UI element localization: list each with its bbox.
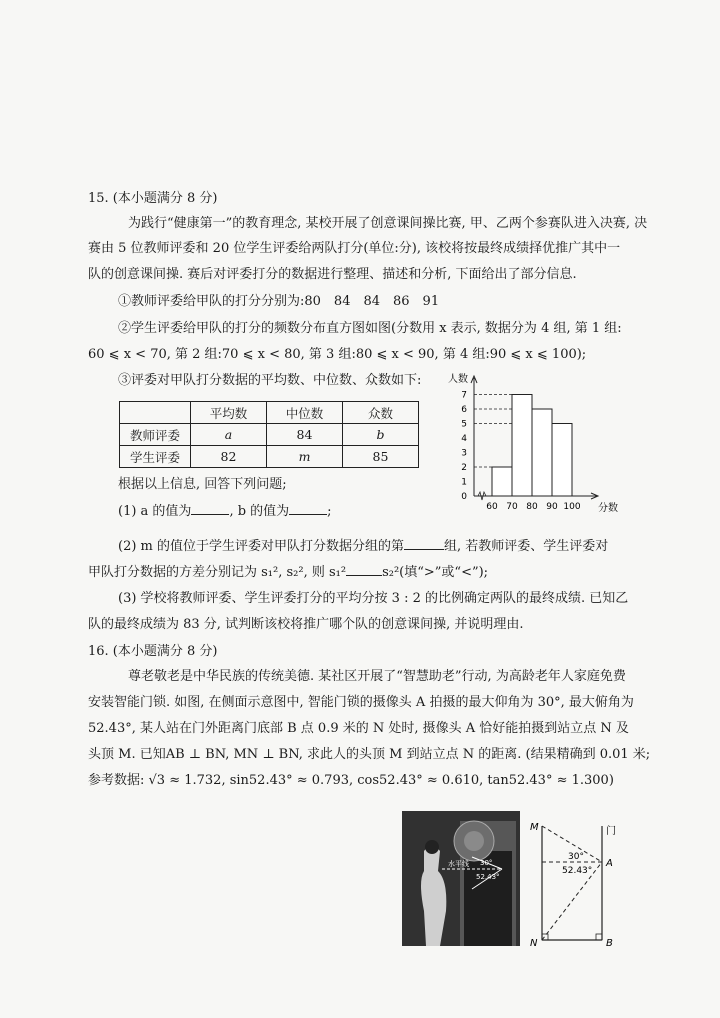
photo-up-angle-label: 30° bbox=[480, 859, 493, 867]
histogram-bar bbox=[552, 424, 572, 497]
geometry-diagram bbox=[524, 812, 644, 952]
q15-info-3: ③评委对甲队打分数据的平均数、中位数、众数如下: bbox=[118, 373, 422, 388]
histogram-bars bbox=[492, 395, 572, 497]
y-tick-label: 3 bbox=[461, 448, 467, 459]
histogram-ylabel: 人数 bbox=[448, 374, 468, 385]
histogram-xlabel: 分数 bbox=[598, 503, 618, 514]
q16-text-2: 安装智能门锁. 如图, 在侧面示意图中, 智能门锁的摄像头 A 拍摄的最大仰角为 30°, 最大俯角为 bbox=[88, 695, 634, 710]
table-cell: m bbox=[267, 446, 343, 468]
histogram-bar bbox=[492, 467, 512, 496]
histogram-bar bbox=[532, 409, 552, 496]
q15-intro-line-1: 为践行“健康第一”的教育理念, 某校开展了创意课间操比赛, 甲、乙两个参赛队进入决赛, 决 bbox=[128, 216, 648, 231]
x-tick-label: 90 bbox=[546, 502, 558, 512]
q16-text-5: 参考数据: √3 ≈ 1.732, sin52.43° ≈ 0.793, cos52.43° ≈ 0.610, tan52.43° ≈ 1.300) bbox=[88, 773, 614, 788]
frequency-histogram bbox=[440, 368, 630, 518]
photo-down-angle-label: 52.43° bbox=[476, 873, 500, 881]
histogram-bar bbox=[512, 395, 532, 497]
answer-blank-a bbox=[191, 502, 229, 515]
table-cell: 82 bbox=[191, 446, 267, 468]
x-tick-label: 80 bbox=[526, 502, 538, 512]
point-B-label: B bbox=[606, 938, 613, 949]
histogram-x-ticks bbox=[486, 502, 581, 512]
y-tick-label: 5 bbox=[461, 419, 467, 430]
q16-header: 16. (本小题满分 8 分) bbox=[88, 644, 218, 659]
table-cell: b bbox=[343, 424, 419, 446]
camera-icon bbox=[464, 831, 484, 851]
table-cell: 85 bbox=[343, 446, 419, 468]
point-M-label: M bbox=[530, 822, 539, 833]
table-cell: 学生评委 bbox=[120, 446, 191, 468]
q15-info-2a: ②学生评委给甲队的打分的频数分布直方图如图(分数用 x 表示, 数据分为 4 组, 第 1 组: bbox=[118, 321, 622, 336]
y-tick-label: 1 bbox=[461, 477, 467, 488]
table-header-cell: 平均数 bbox=[191, 402, 267, 424]
q15-header: 15. (本小题满分 8 分) bbox=[88, 191, 218, 206]
q15-sub2-line-2 bbox=[88, 563, 488, 582]
table-header-cell bbox=[120, 402, 191, 424]
up-angle-label: 30° bbox=[568, 852, 584, 862]
q16-text-4: 头顶 M. 已知AB ⊥ BN, MN ⊥ BN, 求此人的头顶 M 到站立点 N 的距离. (结果精确到 0.01 米; bbox=[88, 747, 651, 762]
score-table bbox=[119, 401, 419, 468]
sub1-text-c: ; bbox=[327, 504, 332, 519]
y-tick-label: 6 bbox=[461, 405, 467, 415]
table-cell: 84 bbox=[267, 424, 343, 446]
answer-blank-b bbox=[289, 502, 327, 515]
y-tick-label: 4 bbox=[461, 434, 467, 444]
sub1-text-a: (1) a 的值为 bbox=[118, 504, 192, 519]
sub2-text-d: s₂²(填“>”或“<”); bbox=[382, 565, 489, 580]
y-tick-label: 0 bbox=[461, 492, 467, 502]
q15-intro-line-3: 队的创意课间操. 赛后对评委打分的数据进行整理、描述和分析, 下面给出了部分信息. bbox=[88, 267, 577, 282]
table-header-cell: 中位数 bbox=[267, 402, 343, 424]
sub2-text-a: (2) m 的值位于学生评委对甲队打分数据分组的第 bbox=[118, 539, 405, 554]
table-header-cell: 众数 bbox=[343, 402, 419, 424]
histogram-y-ticks bbox=[461, 391, 467, 503]
table-header-row bbox=[120, 402, 419, 424]
q15-info-2b: 60 ⩽ x < 70, 第 2 组:70 ⩽ x < 80, 第 3 组:80 ⩽ x < 90, 第 4 组:90 ⩽ x ⩽ 100); bbox=[88, 347, 587, 362]
x-tick-label: 70 bbox=[506, 502, 518, 512]
q15-sub3-line-2: 队的最终成绩为 83 分, 试判断该校将推广哪个队的创意课间操, 并说明理由. bbox=[88, 617, 524, 632]
x-tick-label: 100 bbox=[563, 502, 581, 512]
table-cell: a bbox=[191, 424, 267, 446]
table-cell: 教师评委 bbox=[120, 424, 191, 446]
answer-blank-group bbox=[404, 537, 444, 550]
point-N-label: N bbox=[530, 938, 538, 949]
y-tick-label: 7 bbox=[461, 390, 467, 401]
x-tick-label: 60 bbox=[486, 502, 498, 512]
photo-horizontal-label: 水平线 bbox=[448, 860, 469, 868]
q16-text-1: 尊老敬老是中华民族的传统美德. 某社区开展了“智慧助老”行动, 为高龄老年人家庭免费 bbox=[128, 669, 626, 684]
sub1-text-b: , b 的值为 bbox=[229, 504, 290, 519]
answer-blank-variance bbox=[346, 563, 382, 576]
y-tick-label: 2 bbox=[461, 463, 467, 473]
q15-sub2-line-1 bbox=[118, 537, 608, 556]
down-angle-label: 52.43° bbox=[562, 866, 593, 876]
sub2-text-c: 甲队打分数据的方差分别记为 s₁², s₂², 则 s₁² bbox=[88, 565, 347, 580]
table-row bbox=[120, 446, 419, 468]
table-row bbox=[120, 424, 419, 446]
q15-sub1 bbox=[118, 502, 332, 521]
q15-prompt: 根据以上信息, 回答下列问题; bbox=[118, 477, 287, 492]
sub2-text-b: 组, 若教师评委、学生评委对 bbox=[444, 539, 609, 554]
q16-text-3: 52.43°, 某人站在门外距离门底部 B 点 0.9 米的 N 处时, 摄像头 A 恰好能拍摄到站立点 N 及 bbox=[88, 721, 629, 736]
door-lock-photo bbox=[402, 811, 520, 946]
point-A-label: A bbox=[606, 858, 613, 869]
q15-sub3-line-1: (3) 学校将教师评委、学生评委打分的平均分按 3 : 2 的比例确定两队的最终成绩. 已知乙 bbox=[118, 591, 629, 606]
q15-intro-line-2: 赛由 5 位教师评委和 20 位学生评委给两队打分(单位:分), 该校将按最终成绩择优推广其中一 bbox=[88, 241, 621, 256]
door-label: 门 bbox=[606, 826, 616, 837]
q15-info-1: ①教师评委给甲队的打分分别为:80 84 84 86 91 bbox=[118, 294, 440, 309]
